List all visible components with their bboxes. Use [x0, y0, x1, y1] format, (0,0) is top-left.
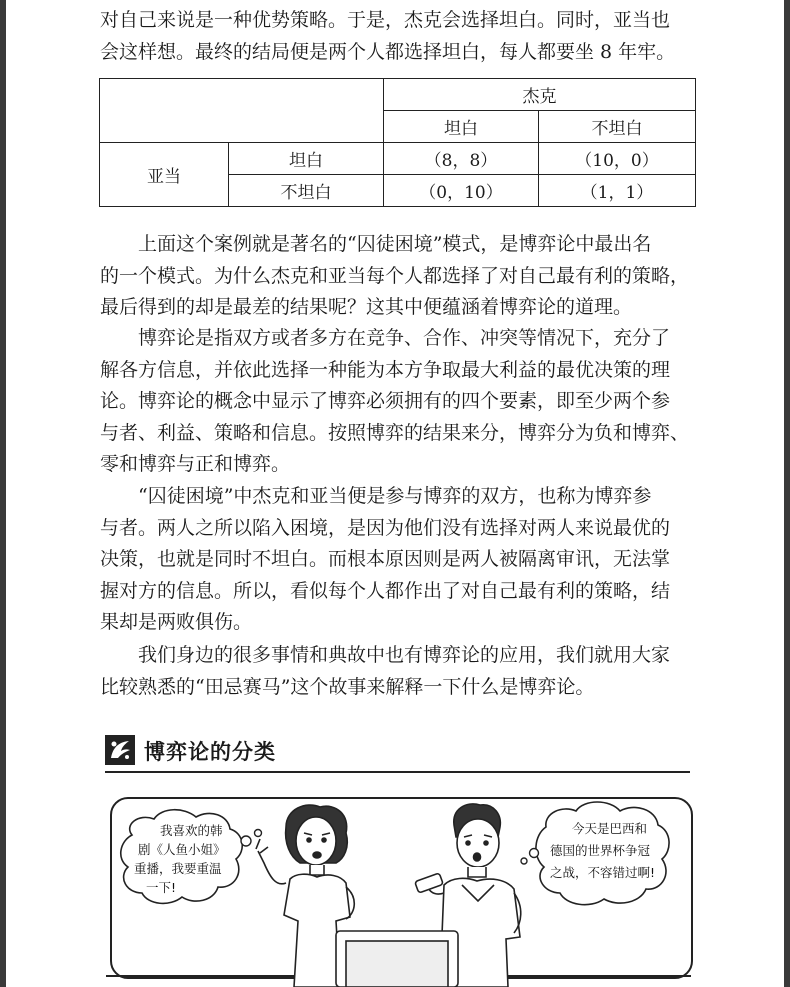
- text-line: 零和博弈与正和博弈。: [100, 453, 291, 475]
- payoff-cell: （0，10）: [384, 175, 539, 207]
- bubble-right-line: 德国的世界杯争冠: [550, 843, 651, 858]
- column-option-header: 不坦白: [539, 111, 696, 143]
- payoff-table: [99, 78, 696, 207]
- bubble-left-line: 重播，我要重温: [134, 861, 222, 876]
- text-line: 上面这个案例就是著名的“囚徒困境”模式，是博弈论中最出名: [138, 233, 652, 255]
- section-heading: [105, 735, 690, 773]
- table-row: [100, 143, 696, 175]
- text-line: 会这样想。最终的结局便是两个人都选择坦白，每人都要坐 8 年牢。: [100, 40, 676, 63]
- text-line: 与者。两人之所以陷入困境，是因为他们没有选择对两人来说最优的: [100, 516, 671, 539]
- page-edge-left: [0, 0, 6, 987]
- comic-illustration: [110, 797, 689, 987]
- paragraph-2: [100, 229, 696, 324]
- text-line: 对自己来说是一种优势策略。于是，杰克会选择坦白。同时，亚当也: [100, 9, 671, 31]
- text-line: 的一个模式。为什么杰克和亚当每个人都选择了对自己最有利的策略，: [100, 264, 690, 287]
- text-line: 果却是两败俱伤。: [100, 611, 253, 633]
- table-corner-cell: [100, 79, 384, 143]
- speech-bubble-right: [521, 802, 669, 905]
- text-line: 握对方的信息。所以，看似每个人都作出了对自己最有利的策略，结: [100, 579, 671, 602]
- television: [336, 931, 458, 987]
- payoff-cell: （1，1）: [539, 175, 696, 207]
- column-player-header: 杰克: [384, 79, 696, 111]
- text-line: 最后得到的却是最差的结果呢？这其中便蕴涵着博弈论的道理。: [100, 296, 633, 318]
- page-edge-right: [784, 0, 790, 987]
- row-option-header: 坦白: [229, 143, 384, 175]
- bubble-right-line: 之战，不容错过啊!: [550, 865, 656, 880]
- text-line: “囚徒困境”中杰克和亚当便是参与博弈的双方，也称为博弈参: [138, 485, 652, 507]
- text-line: 论。博弈论的概念中显示了博弈必须拥有的四个要素，即至少两个参: [100, 390, 671, 412]
- row-option-header: 不坦白: [229, 175, 384, 207]
- bubble-left-line: 剧《人鱼小姐》: [138, 842, 226, 857]
- text-line: 我们身边的很多事情和典故中也有博弈论的应用，我们就用大家: [138, 644, 671, 666]
- section-title: 博弈论的分类: [144, 740, 276, 764]
- text-line: 解各方信息，并依此选择一种能为本方争取最大利益的最优决策的理: [100, 358, 671, 381]
- paragraph-3: [100, 323, 696, 481]
- paragraph-5: [100, 640, 696, 703]
- paragraph-1: [100, 5, 696, 68]
- paragraph-4: [100, 481, 696, 639]
- payoff-cell: （10，0）: [539, 143, 696, 175]
- text-line: 决策，也就是同时不坦白。而根本原因则是两人被隔离审讯，无法掌: [100, 548, 671, 570]
- payoff-cell: （8，8）: [384, 143, 539, 175]
- ornament-icon: [105, 735, 135, 765]
- text-line: 与者、利益、策略和信息。按照博弈的结果来分，博弈分为负和博弈、: [100, 421, 690, 444]
- bubble-right-line: 今天是巴西和: [572, 821, 648, 836]
- bubble-left-line: 我喜欢的韩: [160, 823, 223, 838]
- column-option-header: 坦白: [384, 111, 539, 143]
- bubble-left-line: 一下!: [146, 880, 177, 895]
- text-line: 博弈论是指双方或者多方在竞争、合作、冲突等情况下，充分了: [138, 327, 671, 349]
- speech-bubble-left: [121, 810, 262, 904]
- row-player-header: 亚当: [100, 143, 229, 207]
- text-line: 比较熟悉的“田忌赛马”这个故事来解释一下什么是博弈论。: [100, 675, 595, 698]
